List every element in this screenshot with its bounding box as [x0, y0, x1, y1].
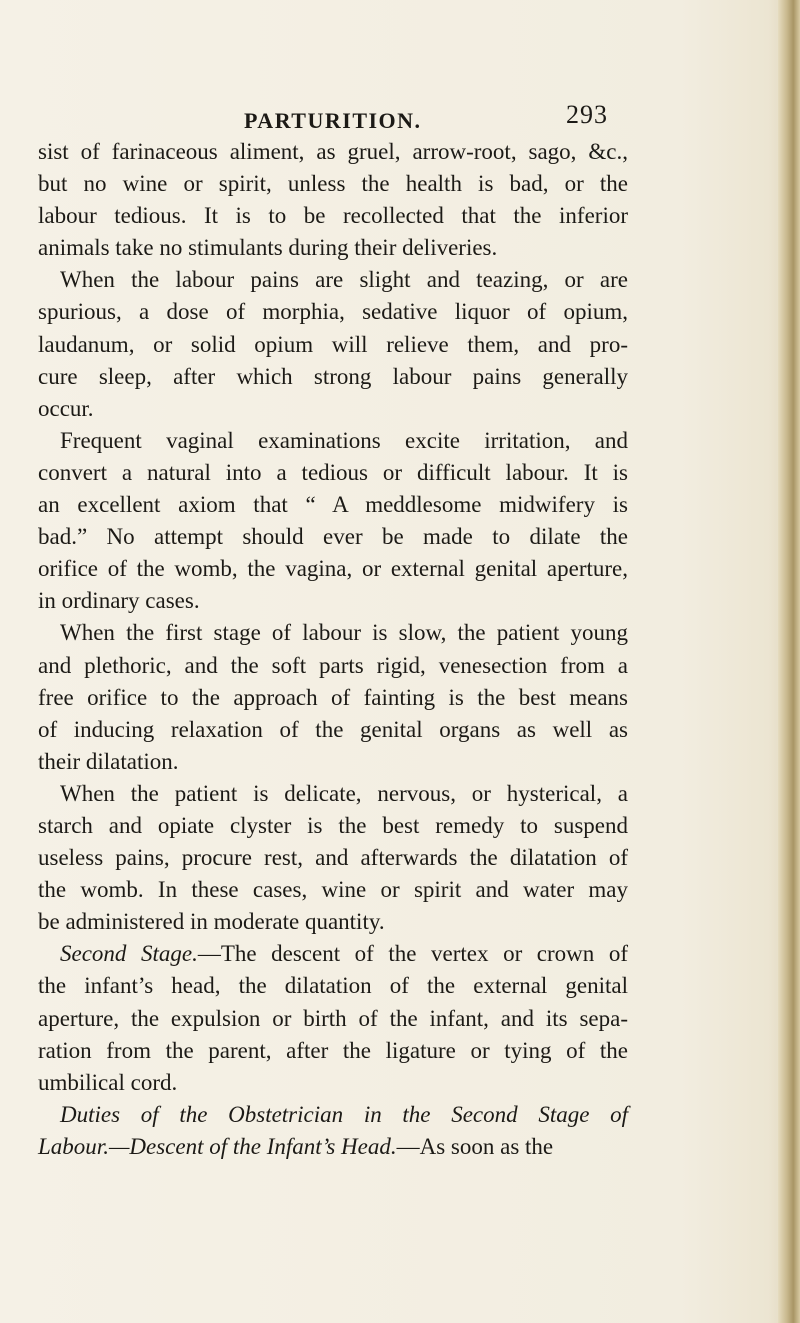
text-line: in ordinary cases. [38, 588, 200, 614]
text-line: of inducing relaxation of the genital organs as well as [38, 716, 628, 742]
subsection-heading-continued: Labour.—Descent of the Infant’s Head. [38, 1133, 397, 1159]
text-line: but no wine or spirit, unless the health is bad, or the [38, 171, 628, 197]
page-edge [778, 0, 800, 1323]
text-line: ration from the parent, after the ligature or tying of the [38, 1037, 628, 1063]
text-line: labour tedious. It is to be recollected that the inferior [38, 203, 628, 229]
text-line: When the labour pains are slight and teazing, or are [60, 267, 628, 293]
text-span: —The descent of the vertex or crown of [197, 941, 628, 967]
body-text [38, 136, 628, 1163]
text-line: an excellent axiom that “ A meddlesome midwifery is [38, 492, 628, 518]
text-line: occur. [38, 395, 94, 421]
text-line: useless pains, procure rest, and afterwards the dilatation of [38, 845, 628, 871]
text-line: the infant’s head, the dilatation of the external genital [38, 973, 628, 999]
text-line: animals take no stimulants during their deliveries. [38, 235, 498, 261]
text-line: and plethoric, and the soft parts rigid, venesection from a [38, 652, 628, 678]
text-line: laudanum, or solid opium will relieve them, and pro- [38, 331, 628, 357]
section-heading: Second Stage. [60, 941, 198, 967]
text-line: When the first stage of labour is slow, the patient young [60, 620, 628, 646]
text-line: free orifice to the approach of fainting is the best means [38, 684, 628, 710]
text-line: be administered in moderate quantity. [38, 909, 385, 935]
text-line: umbilical cord. [38, 1069, 178, 1095]
text-line: starch and opiate clyster is the best remedy to suspend [38, 812, 628, 838]
text-line [38, 1131, 628, 1163]
text-line: bad.” No attempt should ever be made to dilate the [38, 524, 628, 550]
text-line: aperture, the expulsion or birth of the infant, and its sepa- [38, 1005, 628, 1031]
text-line: cure sleep, after which strong labour pains generally [38, 363, 628, 389]
text-line: convert a natural into a tedious or difficult labour. It is [38, 459, 628, 485]
text-span: —As soon as the [396, 1133, 554, 1159]
page-number: 293 [566, 100, 608, 129]
text-line: their dilatation. [38, 748, 179, 774]
text-line [38, 1099, 628, 1131]
text-line: orifice of the womb, the vagina, or external genital aperture, [38, 556, 628, 582]
text-line: sist of farinaceous aliment, as gruel, arrow-root, sago, &c., [38, 139, 628, 164]
text-line [38, 938, 628, 970]
text-line: Frequent vaginal examinations excite irritation, and [60, 427, 628, 453]
text-line: the womb. In these cases, wine or spirit and water may [38, 877, 628, 903]
text-line: spurious, a dose of morphia, sedative liquor of opium, [38, 299, 628, 325]
running-title: PARTURITION. [244, 108, 422, 133]
page-header [0, 100, 800, 134]
subsection-heading: Duties of the Obstetrician in the Second Stage of [60, 1101, 628, 1127]
text-line: When the patient is delicate, nervous, or hysterical, a [60, 780, 628, 806]
